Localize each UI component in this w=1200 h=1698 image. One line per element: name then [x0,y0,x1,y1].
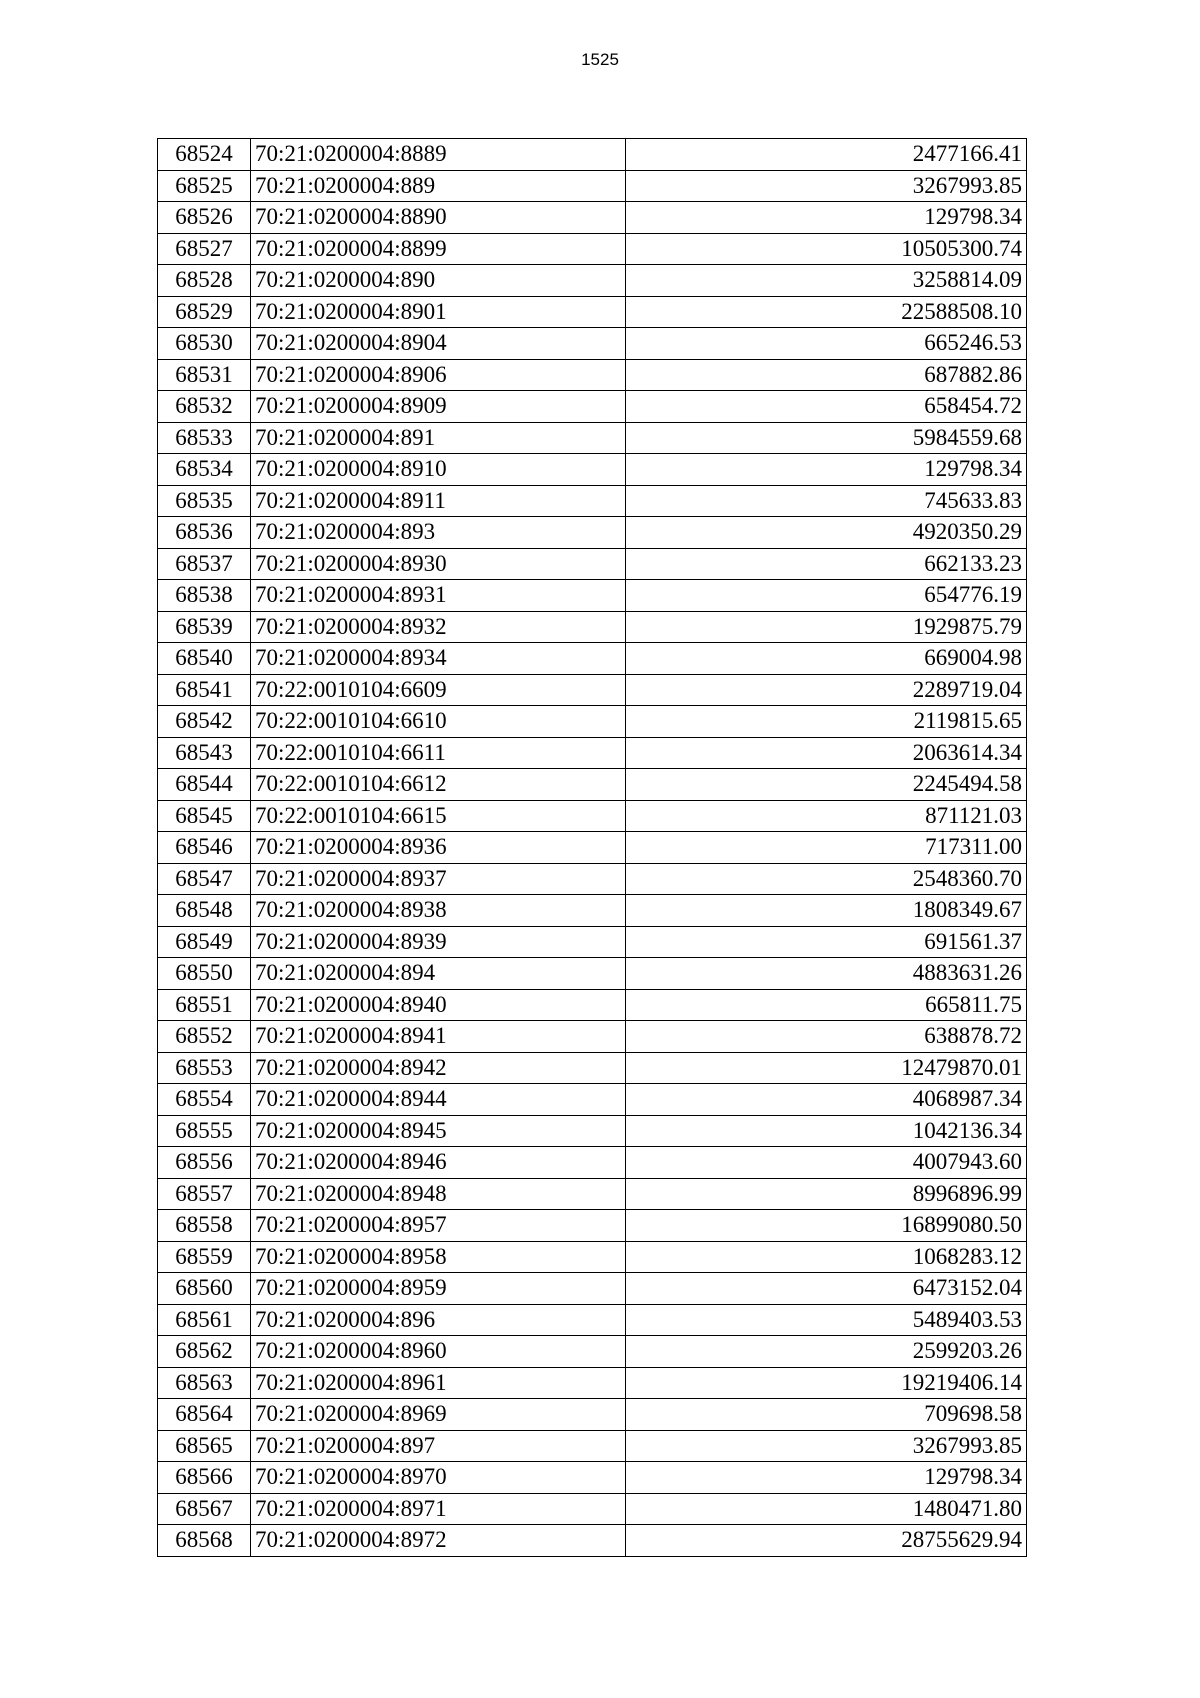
table-row [158,737,1027,769]
cadastral-number-cell: 70:21:0200004:8899 [251,233,626,265]
value-cell: 16899080.50 [626,1210,1027,1242]
row-number-cell: 68536 [158,517,251,549]
value-cell: 2119815.65 [626,706,1027,738]
table-row [158,1273,1027,1305]
table-row [158,517,1027,549]
value-cell: 1480471.80 [626,1493,1027,1525]
cadastral-number-cell: 70:21:0200004:8939 [251,926,626,958]
row-number-cell: 68545 [158,800,251,832]
table-row [158,769,1027,801]
cadastral-number-cell: 70:21:0200004:8958 [251,1241,626,1273]
value-cell: 4883631.26 [626,958,1027,990]
row-number-cell: 68553 [158,1052,251,1084]
table-row [158,1493,1027,1525]
cadastral-number-cell: 70:21:0200004:8910 [251,454,626,486]
row-number-cell: 68528 [158,265,251,297]
table-row [158,1147,1027,1179]
table-row [158,202,1027,234]
cadastral-number-cell: 70:21:0200004:8946 [251,1147,626,1179]
row-number-cell: 68546 [158,832,251,864]
value-cell: 658454.72 [626,391,1027,423]
row-number-cell: 68531 [158,359,251,391]
table-row [158,580,1027,612]
value-cell: 2599203.26 [626,1336,1027,1368]
value-cell: 691561.37 [626,926,1027,958]
table-row [158,1367,1027,1399]
table-row [158,863,1027,895]
value-cell: 717311.00 [626,832,1027,864]
row-number-cell: 68560 [158,1273,251,1305]
cadastral-number-cell: 70:21:0200004:896 [251,1304,626,1336]
row-number-cell: 68550 [158,958,251,990]
value-cell: 2477166.41 [626,139,1027,171]
value-cell: 709698.58 [626,1399,1027,1431]
row-number-cell: 68567 [158,1493,251,1525]
row-number-cell: 68557 [158,1178,251,1210]
row-number-cell: 68526 [158,202,251,234]
table-body [158,139,1027,1557]
row-number-cell: 68555 [158,1115,251,1147]
cadastral-number-cell: 70:21:0200004:8936 [251,832,626,864]
cadastral-number-cell: 70:21:0200004:8932 [251,611,626,643]
table-row [158,548,1027,580]
table-row [158,1178,1027,1210]
cadastral-number-cell: 70:21:0200004:8904 [251,328,626,360]
row-number-cell: 68566 [158,1462,251,1494]
row-number-cell: 68549 [158,926,251,958]
cadastral-number-cell: 70:21:0200004:893 [251,517,626,549]
row-number-cell: 68562 [158,1336,251,1368]
value-cell: 12479870.01 [626,1052,1027,1084]
value-cell: 4920350.29 [626,517,1027,549]
cadastral-number-cell: 70:21:0200004:8948 [251,1178,626,1210]
value-cell: 129798.34 [626,454,1027,486]
table-row [158,233,1027,265]
cadastral-number-cell: 70:21:0200004:8970 [251,1462,626,1494]
table-row [158,1525,1027,1557]
table-row [158,1241,1027,1273]
cadastral-number-cell: 70:21:0200004:8942 [251,1052,626,1084]
table-row [158,1399,1027,1431]
cadastral-number-cell: 70:21:0200004:894 [251,958,626,990]
cadastral-number-cell: 70:21:0200004:8945 [251,1115,626,1147]
value-cell: 665246.53 [626,328,1027,360]
value-cell: 1808349.67 [626,895,1027,927]
value-cell: 871121.03 [626,800,1027,832]
table-row [158,1210,1027,1242]
value-cell: 687882.86 [626,359,1027,391]
cadastral-number-cell: 70:21:0200004:8941 [251,1021,626,1053]
row-number-cell: 68542 [158,706,251,738]
row-number-cell: 68524 [158,139,251,171]
table-row [158,832,1027,864]
value-cell: 3267993.85 [626,170,1027,202]
page-number: 1525 [581,50,619,69]
value-cell: 654776.19 [626,580,1027,612]
value-cell: 22588508.10 [626,296,1027,328]
value-cell: 3258814.09 [626,265,1027,297]
cadastral-number-cell: 70:21:0200004:8937 [251,863,626,895]
cadastral-number-cell: 70:21:0200004:8972 [251,1525,626,1557]
table-row [158,643,1027,675]
cadastral-number-cell: 70:21:0200004:8906 [251,359,626,391]
value-cell: 2289719.04 [626,674,1027,706]
row-number-cell: 68534 [158,454,251,486]
table-row [158,926,1027,958]
value-cell: 662133.23 [626,548,1027,580]
table-row [158,1430,1027,1462]
cadastral-number-cell: 70:21:0200004:8938 [251,895,626,927]
table-row [158,989,1027,1021]
row-number-cell: 68538 [158,580,251,612]
row-number-cell: 68564 [158,1399,251,1431]
row-number-cell: 68529 [158,296,251,328]
row-number-cell: 68548 [158,895,251,927]
row-number-cell: 68547 [158,863,251,895]
row-number-cell: 68532 [158,391,251,423]
value-cell: 19219406.14 [626,1367,1027,1399]
cadastral-number-cell: 70:22:0010104:6610 [251,706,626,738]
cadastral-number-cell: 70:21:0200004:890 [251,265,626,297]
table-row [158,391,1027,423]
table-row [158,1304,1027,1336]
row-number-cell: 68527 [158,233,251,265]
cadastral-number-cell: 70:21:0200004:8969 [251,1399,626,1431]
cadastral-number-cell: 70:21:0200004:8889 [251,139,626,171]
cadastral-number-cell: 70:21:0200004:8957 [251,1210,626,1242]
cadastral-number-cell: 70:22:0010104:6611 [251,737,626,769]
row-number-cell: 68552 [158,1021,251,1053]
value-cell: 4007943.60 [626,1147,1027,1179]
table-row [158,454,1027,486]
table-row [158,674,1027,706]
row-number-cell: 68554 [158,1084,251,1116]
value-cell: 1042136.34 [626,1115,1027,1147]
table-row [158,706,1027,738]
row-number-cell: 68561 [158,1304,251,1336]
value-cell: 2245494.58 [626,769,1027,801]
row-number-cell: 68535 [158,485,251,517]
cadastral-number-cell: 70:22:0010104:6615 [251,800,626,832]
value-cell: 1068283.12 [626,1241,1027,1273]
cadastral-number-cell: 70:21:0200004:8909 [251,391,626,423]
row-number-cell: 68563 [158,1367,251,1399]
cadastral-number-cell: 70:21:0200004:8890 [251,202,626,234]
table-row [158,485,1027,517]
cadastral-number-cell: 70:21:0200004:8930 [251,548,626,580]
cadastral-number-cell: 70:21:0200004:8971 [251,1493,626,1525]
table-row [158,265,1027,297]
row-number-cell: 68540 [158,643,251,675]
table-row [158,422,1027,454]
table-row [158,1084,1027,1116]
row-number-cell: 68539 [158,611,251,643]
row-number-cell: 68559 [158,1241,251,1273]
cadastral-number-cell: 70:21:0200004:8901 [251,296,626,328]
value-cell: 5489403.53 [626,1304,1027,1336]
cadastral-number-cell: 70:21:0200004:8961 [251,1367,626,1399]
row-number-cell: 68556 [158,1147,251,1179]
value-cell: 669004.98 [626,643,1027,675]
table-row [158,1462,1027,1494]
table-row [158,1115,1027,1147]
cadastral-number-cell: 70:21:0200004:8931 [251,580,626,612]
cadastral-number-cell: 70:22:0010104:6612 [251,769,626,801]
cadastral-number-cell: 70:21:0200004:8959 [251,1273,626,1305]
row-number-cell: 68544 [158,769,251,801]
cadastral-number-cell: 70:21:0200004:889 [251,170,626,202]
value-cell: 4068987.34 [626,1084,1027,1116]
row-number-cell: 68543 [158,737,251,769]
value-cell: 5984559.68 [626,422,1027,454]
value-cell: 8996896.99 [626,1178,1027,1210]
table-row [158,170,1027,202]
cadastral-number-cell: 70:21:0200004:897 [251,1430,626,1462]
value-cell: 638878.72 [626,1021,1027,1053]
value-cell: 6473152.04 [626,1273,1027,1305]
cadastral-number-cell: 70:21:0200004:8940 [251,989,626,1021]
row-number-cell: 68551 [158,989,251,1021]
value-cell: 3267993.85 [626,1430,1027,1462]
value-cell: 129798.34 [626,1462,1027,1494]
table-row [158,895,1027,927]
table-row [158,800,1027,832]
cadastral-number-cell: 70:21:0200004:8934 [251,643,626,675]
row-number-cell: 68558 [158,1210,251,1242]
cadastral-number-cell: 70:21:0200004:8944 [251,1084,626,1116]
table-row [158,611,1027,643]
row-number-cell: 68565 [158,1430,251,1462]
cadastral-number-cell: 70:22:0010104:6609 [251,674,626,706]
value-cell: 745633.83 [626,485,1027,517]
table-row [158,359,1027,391]
value-cell: 28755629.94 [626,1525,1027,1557]
value-cell: 665811.75 [626,989,1027,1021]
row-number-cell: 68537 [158,548,251,580]
value-cell: 2063614.34 [626,737,1027,769]
table-row [158,328,1027,360]
table-row [158,1336,1027,1368]
row-number-cell: 68525 [158,170,251,202]
table-row [158,1052,1027,1084]
row-number-cell: 68533 [158,422,251,454]
value-cell: 1929875.79 [626,611,1027,643]
table-row [158,296,1027,328]
data-table [157,138,1027,1557]
table-row [158,139,1027,171]
table-row [158,958,1027,990]
row-number-cell: 68568 [158,1525,251,1557]
cadastral-number-cell: 70:21:0200004:8911 [251,485,626,517]
value-cell: 10505300.74 [626,233,1027,265]
row-number-cell: 68541 [158,674,251,706]
row-number-cell: 68530 [158,328,251,360]
cadastral-number-cell: 70:21:0200004:8960 [251,1336,626,1368]
value-cell: 129798.34 [626,202,1027,234]
cadastral-number-cell: 70:21:0200004:891 [251,422,626,454]
value-cell: 2548360.70 [626,863,1027,895]
table-row [158,1021,1027,1053]
